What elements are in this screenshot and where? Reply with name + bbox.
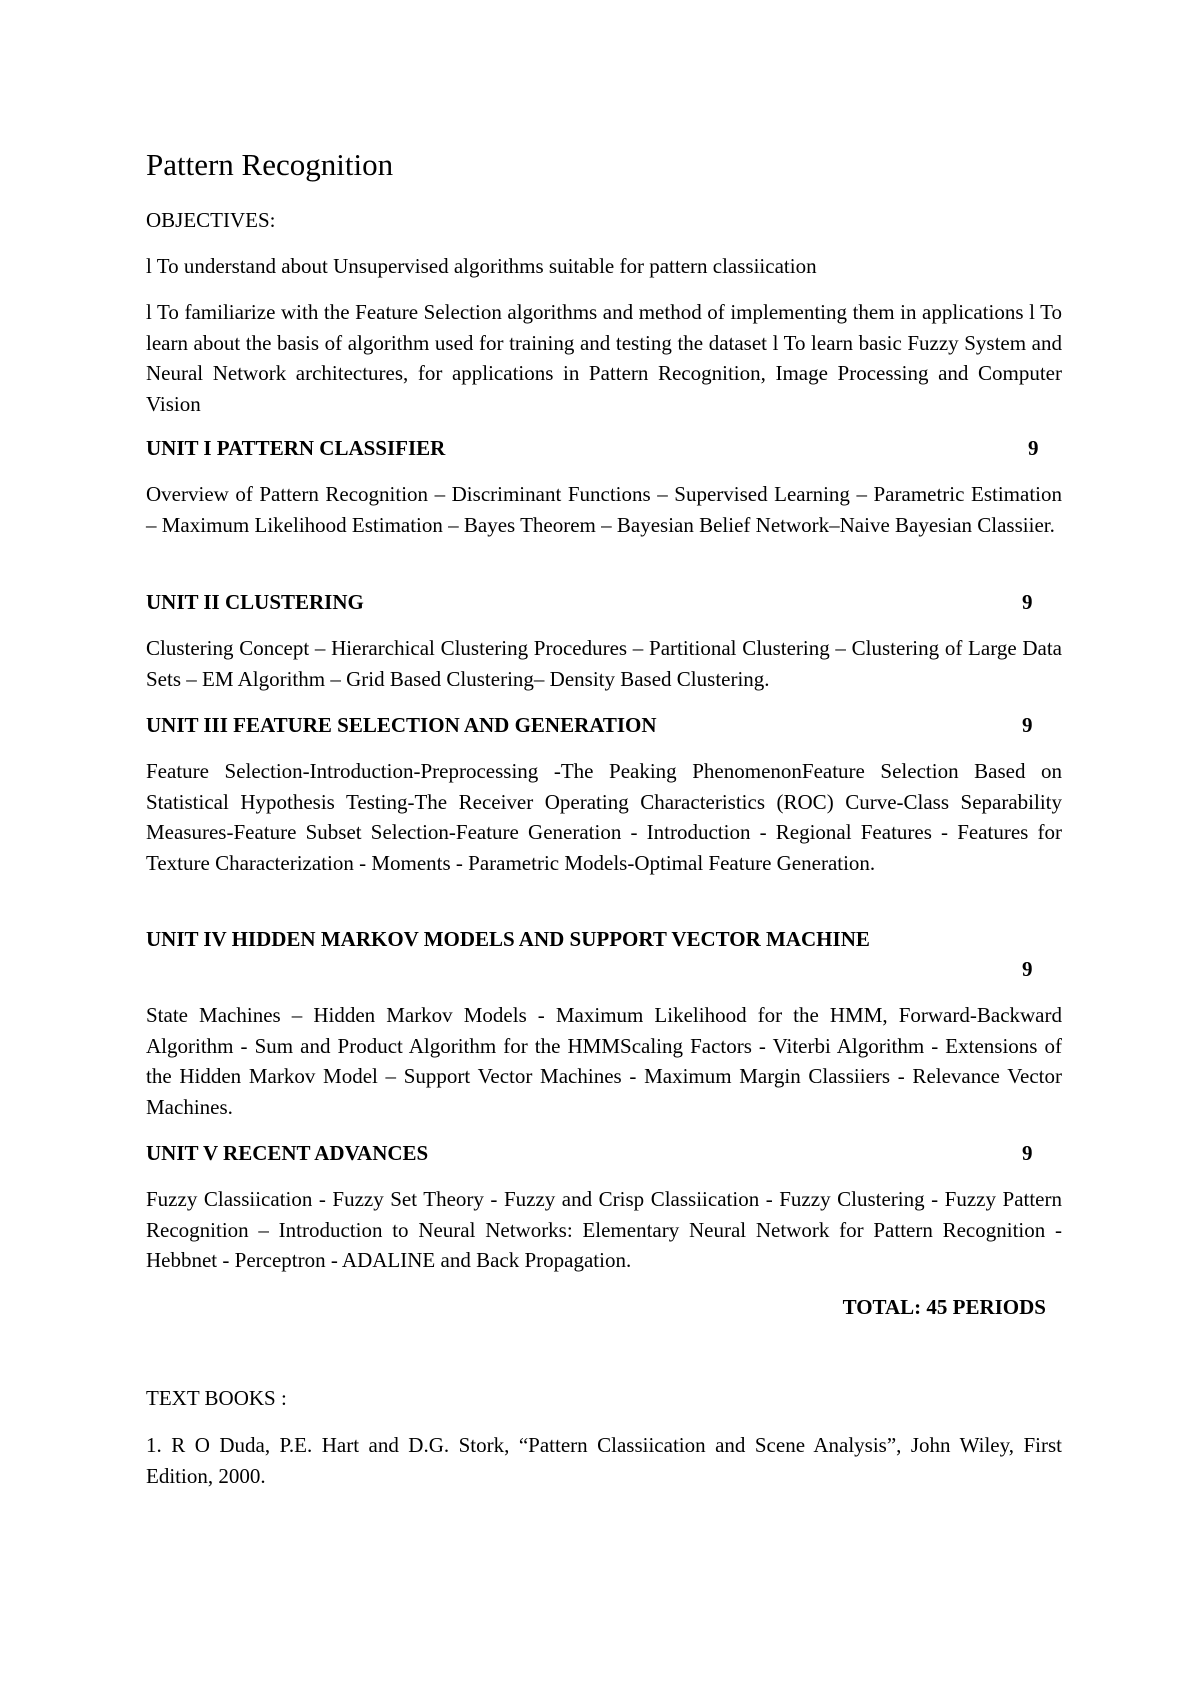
objectives-heading: OBJECTIVES: — [146, 208, 276, 232]
objective-1: l To understand about Unsupervised algorithms suitable for pattern classiication — [146, 254, 817, 278]
document-page — [146, 0, 1062, 1696]
unit-3-hours: 9 — [1022, 713, 1033, 737]
unit-5-content: Fuzzy Classiication - Fuzzy Set Theory - Fuzzy and Crisp Classiication - Fuzzy Clustering - Fuzzy Pattern Recognition – Introduction to Neural Networks: Elementary Neural Network for Pattern Recognition - Hebbnet - Perceptron - ADALINE and Back Propagation. — [146, 1187, 1062, 1272]
unit-4-title: UNIT IV HIDDEN MARKOV MODELS AND SUPPORT VECTOR MACHINE — [146, 927, 870, 951]
unit-4-content: State Machines – Hidden Markov Models - Maximum Likelihood for the HMM, Forward-Backward Algorithm - Sum and Product Algorithm for the HMMScaling Factors - Viterbi Algorithm - Extensions of the Hidden Markov Model – Support Vector Machines - Maximum Margin Classiiers - Relevance Vector Machines. — [146, 1003, 1062, 1119]
text-books-heading: TEXT BOOKS : — [146, 1386, 287, 1410]
unit-2-title: UNIT II CLUSTERING — [146, 590, 364, 614]
unit-1-content: Overview of Pattern Recognition – Discriminant Functions – Supervised Learning – Parametric Estimation – Maximum Likelihood Estimation – Bayes Theorem – Bayesian Belief Network–Naive Bayesian Classiier. — [146, 482, 1062, 537]
unit-2-hours: 9 — [1022, 590, 1033, 614]
unit-2-heading — [146, 587, 1062, 617]
unit-5-title: UNIT V RECENT ADVANCES — [146, 1141, 429, 1165]
unit-3-title: UNIT III FEATURE SELECTION AND GENERATION — [146, 713, 657, 737]
total-periods: TOTAL: 45 PERIODS — [842, 1295, 1046, 1319]
objective-2: l To familiarize with the Feature Selection algorithms and method of implementing them in applications l To learn about the basis of algorithm used for training and testing the dataset l To learn basic Fuzzy System and Neural Network architectures, for applications in Pattern Recognition, Image Processing and Computer Vision — [146, 300, 1062, 416]
unit-4-heading — [146, 924, 1062, 981]
unit-4-hours: 9 — [1022, 957, 1033, 981]
unit-1-heading — [146, 433, 1062, 463]
unit-5-heading — [146, 1138, 1062, 1168]
text-book-1: 1. R O Duda, P.E. Hart and D.G. Stork, “Pattern Classiication and Scene Analysis”, John Wiley, First Edition, 2000. — [146, 1433, 1062, 1488]
unit-1-title: UNIT I PATTERN CLASSIFIER — [146, 436, 446, 460]
unit-1-hours: 9 — [1028, 436, 1039, 460]
page-title: Pattern Recognition — [146, 147, 394, 182]
unit-3-heading — [146, 710, 1062, 740]
unit-5-hours: 9 — [1022, 1141, 1033, 1165]
unit-2-content: Clustering Concept – Hierarchical Clustering Procedures – Partitional Clustering – Clustering of Large Data Sets – EM Algorithm – Grid Based Clustering– Density Based Clustering. — [146, 636, 1062, 691]
unit-3-content: Feature Selection-Introduction-Preprocessing -The Peaking PhenomenonFeature Selection Based on Statistical Hypothesis Testing-The Receiver Operating Characteristics (ROC) Curve-Class Separability Measures-Feature Subset Selection-Feature Generation - Introduction - Regional Features - Features for Texture Characterization - Moments - Parametric Models-Optimal Feature Generation. — [146, 759, 1062, 875]
